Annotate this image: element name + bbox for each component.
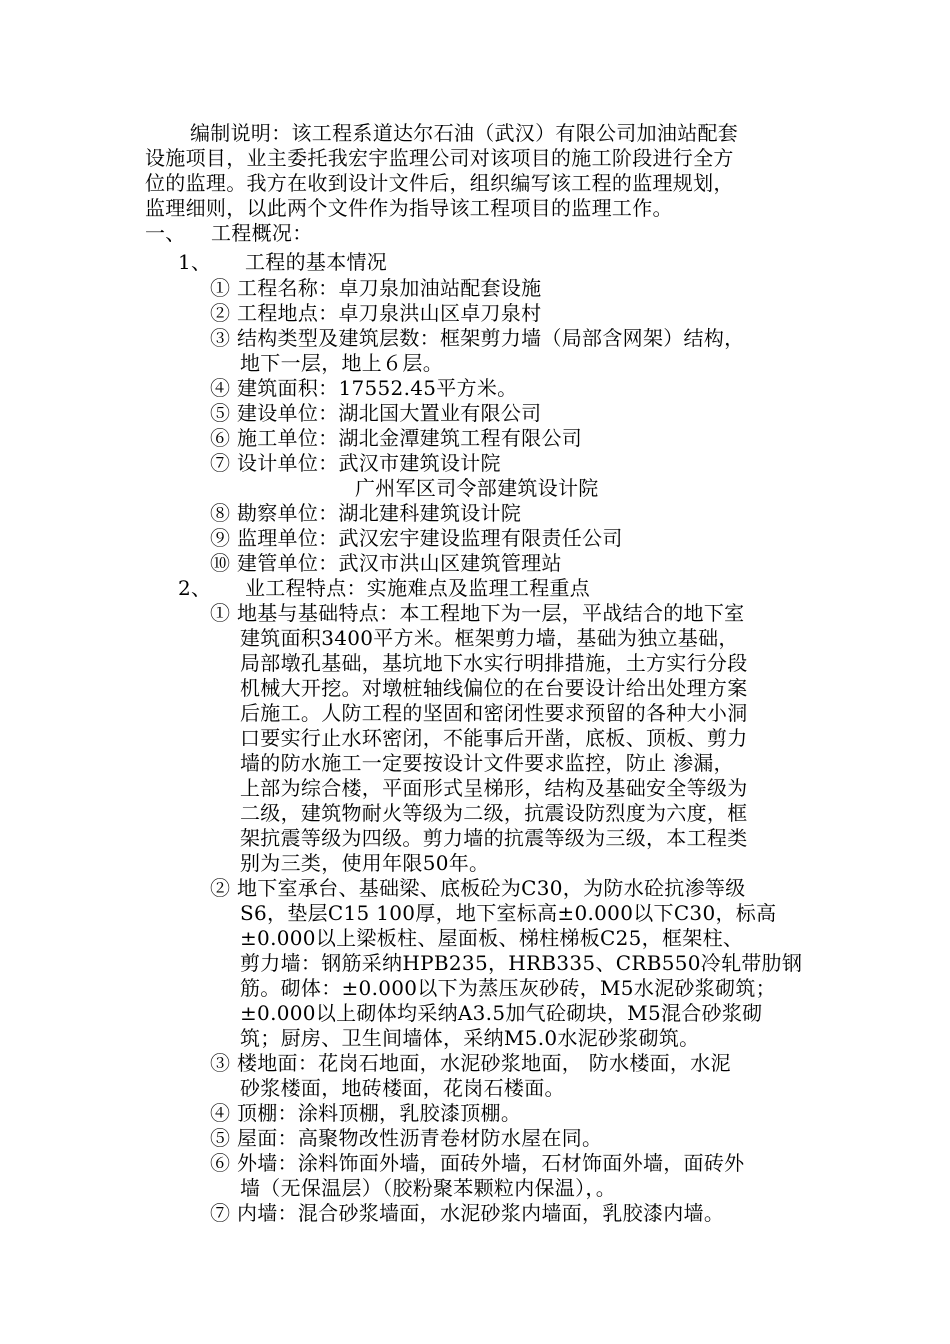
feature-line: 墙的防水施工一定要按设计文件要求监控，防止 渗漏，	[240, 751, 734, 775]
feature-line: 架抗震等级为四级。剪力墙的抗震等级为三级，本工程类	[240, 826, 748, 850]
info-item: ② 工程地点：卓刀泉洪山区卓刀泉村	[210, 301, 542, 325]
feature-item: ⑥ 外墙：涂料饰面外墙，面砖外墙，石材饰面外墙，面砖外	[210, 1151, 745, 1175]
feature-line: 筑；厨房、卫生间墙体，采纳M5.0水泥砂浆砌筑。	[240, 1026, 700, 1050]
info-item: ⑨ 监理单位：武汉宏宇建设监理有限责任公司	[210, 526, 623, 550]
feature-line: 砂浆楼面，地砖楼面，花岗石楼面。	[240, 1076, 565, 1100]
info-item: ③ 结构类型及建筑层数：框架剪力墙（局部含网架）结构，	[210, 326, 745, 350]
feature-line: 筋。砌体：±0.000以下为蒸压灰砂砖，M5水泥砂浆砌筑；	[240, 976, 776, 1000]
info-item: ⑤ 建设单位：湖北国大置业有限公司	[210, 401, 542, 425]
feature-line: 局部墩孔基础，基坑地下水实行明排措施，土方实行分段	[240, 651, 748, 675]
info-item: ④ 建筑面积：17552.45平方米。	[210, 376, 518, 400]
feature-line: 建筑面积3400平方米。框架剪力墙，基础为独立基础，	[240, 626, 739, 650]
intro-line: 监理细则，以此两个文件作为指导该工程项目的监理工作。	[145, 196, 673, 220]
feature-item: ⑤ 屋面：高聚物改性沥青卷材防水屋在同。	[210, 1126, 603, 1150]
feature-item: ③ 楼地面：花岗石地面，水泥砂浆地面， 防水楼面，水泥	[210, 1051, 731, 1075]
subsection-title: 业工程特点：实施难点及监理工程重点	[245, 576, 591, 600]
feature-line: 上部为综合楼，平面形式呈梯形，结构及基础安全等级为	[240, 776, 748, 800]
intro-line: 位的监理。我方在收到设计文件后，组织编写该工程的监理规划，	[145, 171, 734, 195]
feature-line: 机械大开挖。对墩桩轴线偏位的在台要设计给出处理方案	[240, 676, 748, 700]
info-item: ⑥ 施工单位：湖北金潭建筑工程有限公司	[210, 426, 583, 450]
subsection-title: 工程的基本情况	[245, 250, 388, 274]
info-item-continuation: 广州军区司令部建筑设计院	[355, 476, 599, 500]
section-number: 一、	[145, 221, 186, 245]
feature-item: ④ 顶棚：涂料顶棚，乳胶漆顶棚。	[210, 1101, 522, 1125]
info-item: ⑩ 建管单位：武汉市洪山区建筑管理站	[210, 551, 562, 575]
feature-item: ① 地基与基础特点：本工程地下为一层，平战结合的地下室	[210, 601, 745, 625]
info-item: ⑧ 勘察单位：湖北建科建筑设计院	[210, 501, 522, 525]
feature-line: 别为三类，使用年限50年。	[240, 851, 490, 875]
feature-item: ② 地下室承台、基础梁、底板砼为C30，为防水砼抗渗等级	[210, 876, 746, 900]
section-title: 工程概况：	[211, 221, 313, 245]
info-item: ① 工程名称：卓刀泉加油站配套设施	[210, 276, 542, 300]
feature-line: ±0.000以上梁板柱、屋面板、梯柱梯板C25，框架柱、	[240, 926, 744, 950]
intro-line: 设施项目，业主委托我宏宇监理公司对该项目的施工阶段进行全方	[145, 146, 734, 170]
subsection-number: 1、	[178, 250, 212, 274]
intro-line: 编制说明：该工程系道达尔石油（武汉）有限公司加油站配套	[190, 121, 739, 145]
feature-line: 口要实行止水环密闭，不能事后开凿，底板、顶板、剪力	[240, 726, 748, 750]
feature-line: 剪力墙：钢筋采纳HPB235，HRB335、CRB550冷轧带肋钢	[240, 951, 803, 975]
feature-line: 后施工。人防工程的坚固和密闭性要求预留的各种大小洞	[240, 701, 748, 725]
feature-line: S6，垫层C15 100厚，地下室标高±0.000以下C30，标高	[240, 901, 777, 925]
info-item-continuation: 地下一层，地上６层。	[240, 351, 443, 375]
feature-item: ⑦ 内墙：混合砂浆墙面，水泥砂浆内墙面，乳胶漆内墙。	[210, 1201, 725, 1225]
feature-line: 墙（无保温层）（胶粉聚苯颗粒内保温），。	[240, 1176, 616, 1200]
feature-line: 二级，建筑物耐火等级为二级，抗震设防烈度为六度，框	[240, 801, 748, 825]
feature-line: ±0.000以上砌体均采纳A3.5加气砼砌块，M5混合砂浆砌	[240, 1001, 763, 1025]
info-item: ⑦ 设计单位：武汉市建筑设计院	[210, 451, 501, 475]
subsection-number: 2、	[178, 576, 212, 600]
